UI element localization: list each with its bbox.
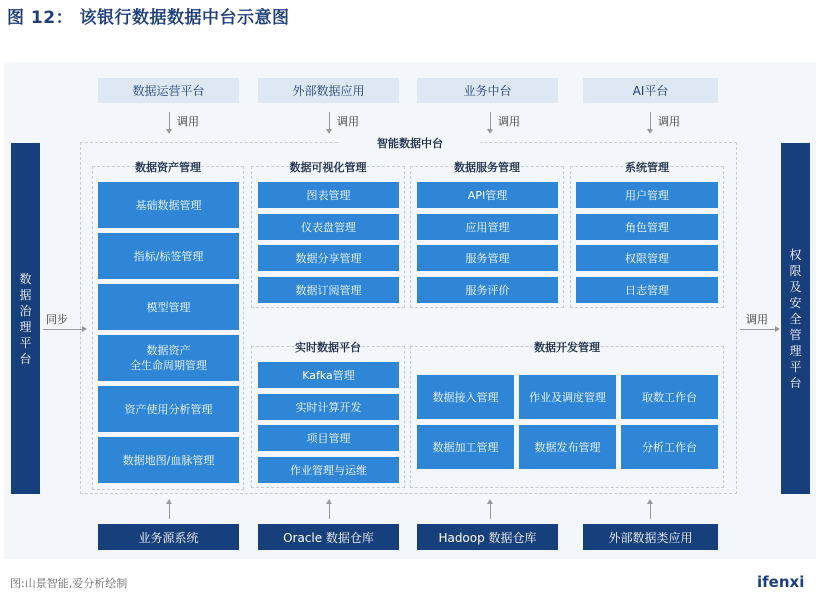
viz-item-subscribe: 数据订阅管理 (258, 277, 399, 303)
center-title: 智能数据中台 (340, 135, 480, 151)
source-note: 图:山景智能,爱分析绘制 (10, 577, 128, 590)
realtime-item-compute: 实时计算开发 (258, 394, 399, 420)
page-title: 图 12： 该银行数据数据中台示意图 (7, 8, 290, 28)
arrow-down-3 (490, 112, 491, 130)
source-business-system: 业务源系统 (98, 524, 239, 550)
asset-item-basic-data: 基础数据管理 (98, 182, 239, 228)
viz-item-share: 数据分享管理 (258, 245, 399, 271)
realtime-item-kafka: Kafka管理 (258, 362, 399, 388)
asset-title: 数据资产管理 (135, 161, 201, 174)
call-label-3: 调用 (498, 115, 520, 128)
realtime-title: 实时数据平台 (295, 341, 361, 354)
dev-item-publish: 数据发布管理 (519, 425, 616, 469)
asset-item-lifecycle: 数据资产 全生命周期管理 (98, 335, 239, 381)
top-platform-data-operations: 数据运营平台 (98, 78, 239, 103)
dev-title: 数据开发管理 (534, 341, 600, 354)
viz-title: 数据可视化管理 (289, 161, 367, 174)
sync-arrow (43, 329, 83, 330)
asset-item-usage-analysis: 资产使用分析管理 (98, 386, 239, 432)
arrow-up-2 (329, 503, 330, 519)
permission-security-platform: 权 限 及 安 全 管 理 平 台 (781, 143, 810, 494)
asset-item-index-tag: 指标/标签管理 (98, 233, 239, 279)
arrow-down-1 (169, 112, 170, 130)
call-label-right: 调用 (746, 313, 768, 326)
arrow-up-3 (490, 503, 491, 519)
call-label-4: 调用 (658, 115, 680, 128)
asset-item-data-map: 数据地图/血脉管理 (98, 437, 239, 483)
dev-item-processing: 数据加工管理 (417, 425, 514, 469)
source-hadoop-warehouse: Hadoop 数据仓库 (417, 524, 558, 550)
asset-item-model: 模型管理 (98, 284, 239, 330)
call-label-2: 调用 (337, 115, 359, 128)
system-item-user: 用户管理 (576, 182, 718, 208)
ifenxi-logo: ifenxi (757, 573, 805, 591)
dev-item-ingest: 数据接入管理 (417, 375, 514, 419)
viz-item-chart: 图表管理 (258, 182, 399, 208)
call-arrow-right (740, 329, 776, 330)
source-oracle-warehouse: Oracle 数据仓库 (258, 524, 399, 550)
top-platform-business-center: 业务中台 (417, 78, 558, 103)
top-platform-ai: AI平台 (583, 78, 718, 103)
arrow-down-4 (650, 112, 651, 130)
arrow-up-1 (169, 503, 170, 519)
sync-label: 同步 (46, 313, 68, 326)
dev-item-analysis-workbench: 分析工作台 (621, 425, 718, 469)
arrow-up-4 (650, 503, 651, 519)
service-item-app: 应用管理 (417, 214, 558, 240)
data-governance-platform: 数 据 治 理 平 台 (11, 143, 40, 494)
realtime-item-job-ops: 作业管理与运维 (258, 457, 399, 483)
dev-item-fetch-workbench: 取数工作台 (621, 375, 718, 419)
service-title: 数据服务管理 (454, 161, 520, 174)
service-item-evaluation: 服务评价 (417, 277, 558, 303)
call-label-1: 调用 (177, 115, 199, 128)
system-title: 系统管理 (625, 161, 669, 174)
service-item-api: API管理 (417, 182, 558, 208)
top-platform-external-data-app: 外部数据应用 (258, 78, 399, 103)
source-external-data-app: 外部数据类应用 (583, 524, 718, 550)
system-item-role: 角色管理 (576, 214, 718, 240)
viz-item-dashboard: 仪表盘管理 (258, 214, 399, 240)
dev-item-scheduling: 作业及调度管理 (519, 375, 616, 419)
system-item-log: 日志管理 (576, 277, 718, 303)
arrow-down-2 (329, 112, 330, 130)
system-item-permission: 权限管理 (576, 245, 718, 271)
realtime-item-project: 项目管理 (258, 425, 399, 451)
service-item-service: 服务管理 (417, 245, 558, 271)
